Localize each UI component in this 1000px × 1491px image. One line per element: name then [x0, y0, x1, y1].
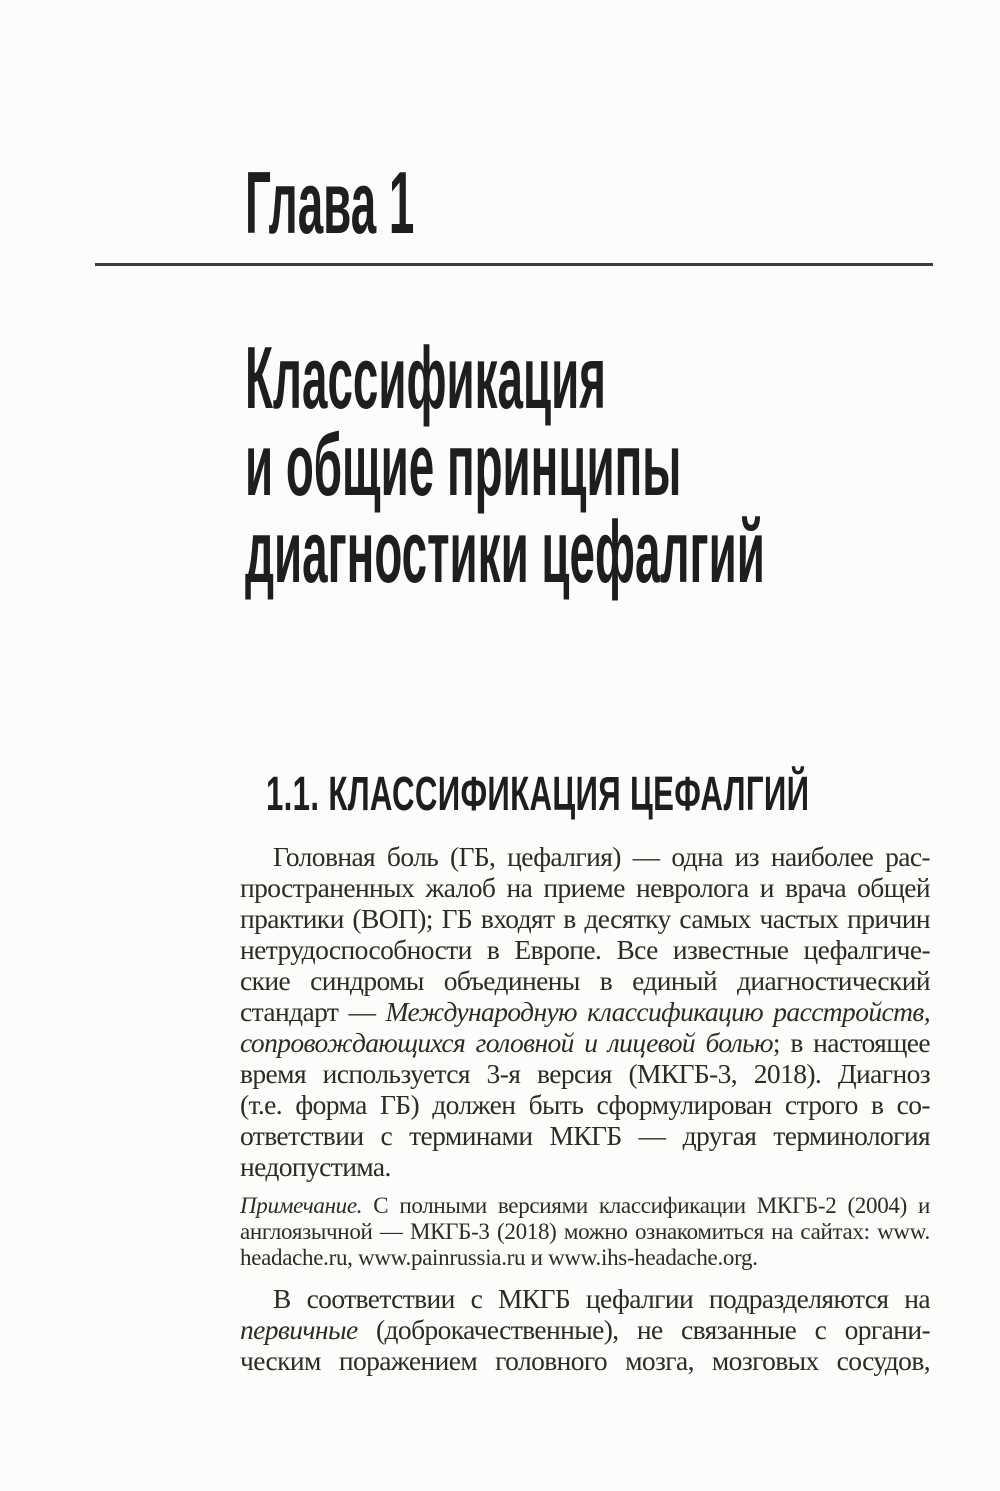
text-line: [240, 1193, 930, 1219]
emphasized-text: Примечание.: [240, 1193, 363, 1218]
text-run: (доброкачественные), не связанные с органи-: [357, 1314, 930, 1345]
text-run: стандарт —: [240, 996, 386, 1027]
text-line: [240, 1219, 930, 1245]
text-run: нетрудоспособности в Европе. Все известные цефалгиче-: [240, 934, 930, 965]
text-run: практики (ВОП); ГБ входят в десятку самых частых причин: [240, 903, 930, 934]
text-line: [240, 965, 930, 996]
page-title: [245, 328, 765, 601]
text-line: [240, 1058, 930, 1089]
page-title-line: и общие принципы: [245, 415, 682, 514]
text-run: время используется 3-я версия (МКГБ-3, 2018). Диагноз: [240, 1058, 930, 1089]
paragraph-classification: [240, 1283, 930, 1376]
page-title-line: Классификация: [245, 328, 606, 427]
text-line: [240, 1120, 930, 1151]
text-line: [240, 1027, 930, 1058]
section-heading: 1.1. КЛАССИФИКАЦИЯ ЦЕФАЛГИЙ: [266, 768, 810, 821]
text-run: недопустима.: [240, 1151, 391, 1182]
chapter-heading: Глава 1: [245, 153, 415, 252]
text-run: headache.ru, www.painrussia.ru и www.ihs-headache.org.: [240, 1245, 758, 1270]
text-run: ческим поражением головного мозга, мозговых сосудов,: [240, 1345, 930, 1376]
text-run: ответствии с терминами МКГБ — другая терминология: [240, 1120, 930, 1151]
chapter-divider-rule: [95, 263, 933, 266]
text-run: Головная боль (ГБ, цефалгия) — одна из наиболее рас-: [273, 841, 930, 872]
text-line: [240, 1314, 930, 1345]
text-line: [240, 1345, 930, 1376]
text-line: [240, 841, 930, 872]
text-run: пространенных жалоб на приеме невролога и врача общей: [240, 872, 930, 903]
text-line: [240, 1283, 930, 1314]
text-line: [240, 1151, 930, 1182]
paragraph-note: [240, 1193, 930, 1271]
emphasized-text: Международную классификацию расстройств,: [385, 996, 930, 1027]
text-line: [240, 996, 930, 1027]
text-line: [240, 934, 930, 965]
paragraph-intro: [240, 841, 930, 1182]
text-run: ские синдромы объединены в единый диагностический: [240, 965, 930, 996]
text-line: [240, 872, 930, 903]
emphasized-text: сопровождающихся головной и лицевой болью: [240, 1027, 773, 1058]
text-run: (т.е. форма ГБ) должен быть сформулирован строго в со-: [240, 1089, 930, 1120]
text-run: В соответствии с МКГБ цефалгии подразделяются на: [273, 1283, 930, 1314]
emphasized-text: первичные: [240, 1314, 358, 1345]
text-run: С полными версиями классификации МКГБ-2 (2004) и: [362, 1193, 930, 1218]
text-line: [240, 1089, 930, 1120]
text-run: англоязычной — МКГБ-3 (2018) можно ознакомиться на сайтах: www.: [240, 1219, 930, 1244]
text-line: [240, 903, 930, 934]
text-run: ; в настоящее: [772, 1027, 930, 1058]
text-line: [240, 1245, 930, 1271]
page-title-line: диагностики цефалгий: [245, 502, 765, 601]
